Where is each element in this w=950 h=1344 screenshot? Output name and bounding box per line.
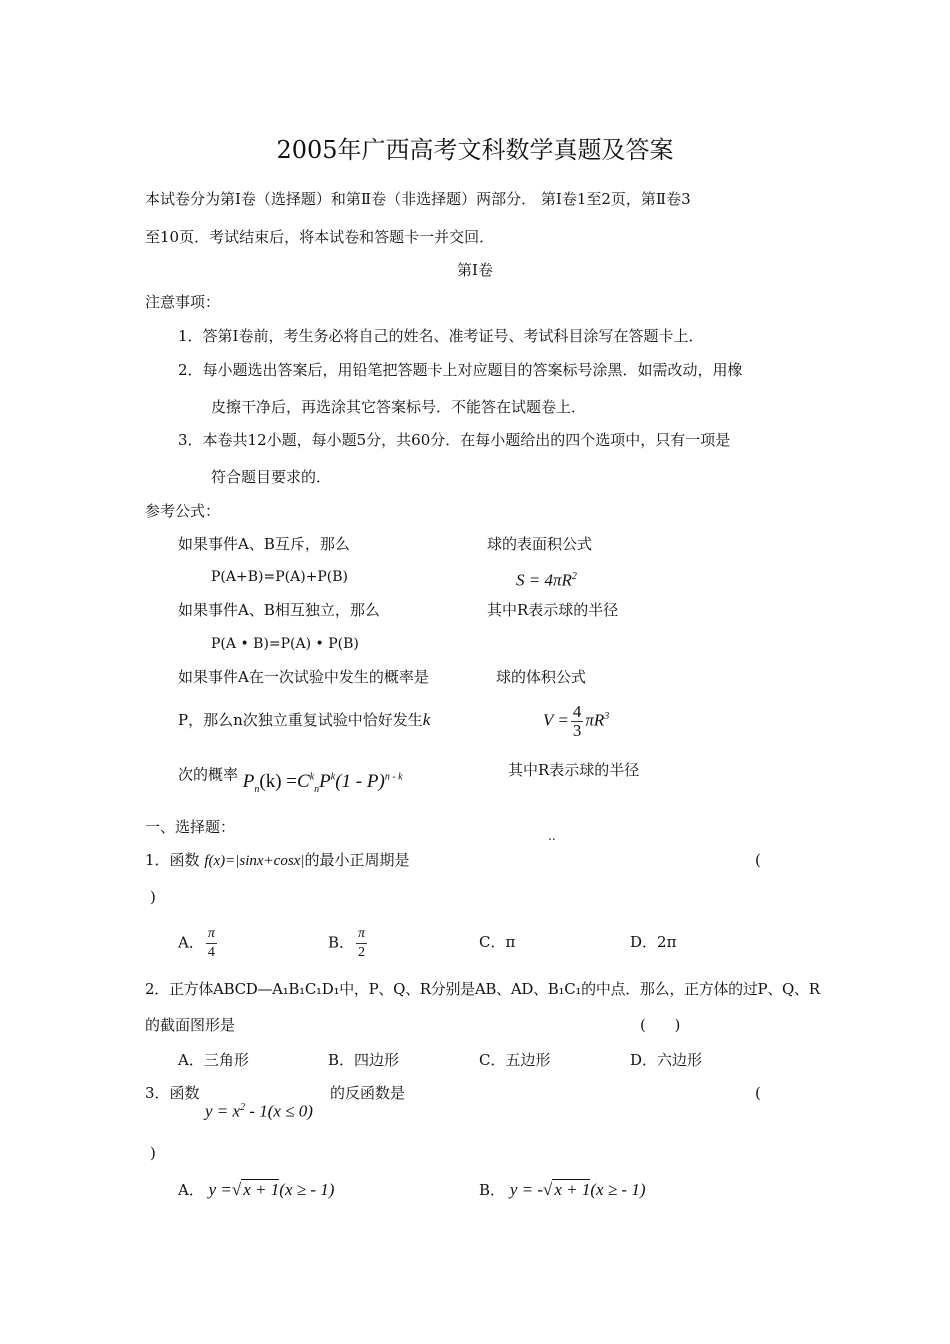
notes-heading: 注意事项： [145, 293, 221, 311]
intro-line-1: 本试卷分为第Ⅰ卷（选择题）和第Ⅱ卷（非选择题）两部分． 第Ⅰ卷1至2页，第Ⅱ卷3 [145, 190, 691, 208]
note-item-cont: 符合题目要求的． [211, 468, 332, 486]
math-part: S = 4πR [516, 570, 572, 590]
formula-text: P(A+B)=P(A)+P(B) [211, 569, 349, 585]
question-3-math [205, 1098, 313, 1122]
sphere-volume-formula [543, 703, 609, 740]
math-part: y = [208, 1180, 232, 1199]
note-item: 1．答第Ⅰ卷前，考生务必将自己的姓名、准考证号、考试科目涂写在答题卡上． [178, 327, 704, 345]
math-part: P [242, 771, 255, 793]
numerator: 4 [572, 702, 582, 721]
stray-dots: .. [548, 829, 556, 843]
option-d [630, 1050, 702, 1070]
question-3-stem-post: 的反函数是 [330, 1084, 406, 1102]
math-part: πR [585, 710, 605, 730]
question-1-stem [145, 850, 409, 871]
formulas-heading: 参考公式： [145, 502, 221, 520]
option-label: B． [479, 1181, 506, 1199]
option-label: C． [479, 1051, 506, 1069]
option-b [328, 1050, 399, 1070]
option-label: A． [178, 933, 204, 952]
note-item: 3．本卷共12小题，每小题5分，共60分．在每小题给出的四个选项中，只有一项是 [178, 431, 731, 449]
denominator: 4 [207, 945, 215, 960]
question-3-stem-pre: 3．函数 [145, 1084, 200, 1102]
math-k: k [422, 710, 431, 729]
option-label: D． [630, 1051, 658, 1069]
stem-text: 的最小正周期是 [304, 851, 410, 869]
answer-paren-open: ( [755, 1084, 761, 1102]
option-math: y = -√ x + 1(x ≥ - 1) [509, 1180, 646, 1199]
option-text: π [505, 933, 516, 951]
answer-paren-close: ) [150, 1144, 156, 1162]
formula-text [178, 710, 430, 730]
section-heading: 第Ⅰ卷 [457, 261, 493, 279]
question-2-stem-cont: 的截面图形是 [145, 1016, 236, 1034]
binomial-math [242, 771, 403, 796]
option-label: B． [328, 1051, 355, 1069]
option-text: 2π [657, 933, 677, 951]
formula-text-part: P，那么n次独立重复试验中恰好发生 [178, 711, 423, 729]
intro-line-2: 至10页．考试结束后，将本试卷和答题卡一并交回． [145, 228, 495, 246]
math-sup: k [330, 772, 336, 783]
math-part: - 1(x ≤ 0) [245, 1101, 313, 1121]
fraction [571, 703, 584, 740]
option-a [178, 925, 219, 962]
math-sup: 2 [240, 1102, 246, 1113]
math-part: (x ≥ - 1) [279, 1180, 335, 1199]
math-part: V = [543, 710, 569, 730]
option-label: A． [178, 1181, 204, 1199]
stem-math: f(x)=|sinx+cosx| [204, 853, 305, 869]
option-label: C． [479, 933, 506, 951]
math-sup: k [309, 772, 315, 783]
formula-text: 其中R表示球的半径 [508, 761, 640, 779]
math-sub: n [314, 784, 320, 796]
answer-paren-open: ( [755, 851, 761, 869]
math-part: y = - [509, 1180, 543, 1199]
math-part: C [297, 771, 310, 793]
option-text: 三角形 [203, 1051, 249, 1069]
option-label: D． [630, 933, 658, 951]
sqrt-radicand: x + 1 [243, 1180, 280, 1199]
option-text: 四边形 [354, 1051, 400, 1069]
option-a [178, 1180, 334, 1200]
option-d [630, 932, 676, 952]
page-title: 2005年广西高考文科数学真题及答案 [276, 136, 674, 164]
formula-text: 球的体积公式 [496, 668, 587, 686]
option-label: B． [328, 933, 355, 952]
denominator: 2 [358, 945, 366, 960]
note-item-cont: 皮擦干净后，再选涂其它答案标号．不能答在试题卷上． [211, 398, 587, 416]
math-part: y = x [205, 1101, 241, 1121]
formula-text: 如果事件A、B相互独立，那么 [178, 601, 380, 619]
math-part: P [319, 771, 331, 793]
fraction [206, 925, 217, 962]
math-part: (1 - P) [335, 771, 385, 793]
option-text: 六边形 [657, 1051, 703, 1069]
option-math: y =√ x + 1(x ≥ - 1) [208, 1180, 335, 1199]
formula-text: 如果事件A在一次试验中发生的概率是 [178, 668, 429, 686]
formula-text-part: 次的概率 [178, 765, 239, 784]
sphere-surface-formula [516, 567, 577, 591]
math-sup: 2 [571, 571, 577, 582]
math-part: (x ≥ - 1) [590, 1180, 646, 1199]
math-sup: 3 [604, 710, 610, 722]
fraction [356, 925, 367, 962]
option-label: A． [178, 1051, 204, 1069]
formula-text: P(A • B)=P(A) • P(B) [211, 636, 359, 652]
binomial-formula [178, 760, 403, 796]
option-b [479, 1180, 645, 1200]
choice-heading: 一、选择题： [145, 818, 236, 836]
math-sub: n [254, 784, 260, 796]
option-c [479, 932, 515, 952]
sqrt-radicand: x + 1 [554, 1180, 591, 1199]
formula-text: 如果事件A、B互斥，那么 [178, 535, 350, 553]
numerator: π [206, 925, 217, 944]
option-text: 五边形 [505, 1051, 551, 1069]
numerator: π [356, 925, 367, 944]
option-a [178, 1050, 249, 1070]
answer-paren: ( ) [640, 1016, 681, 1034]
option-c [479, 1050, 551, 1070]
denominator: 3 [572, 721, 582, 740]
math-part: (k) = [259, 771, 298, 793]
formula-text: 其中R表示球的半径 [487, 601, 619, 619]
answer-paren-close: ) [150, 888, 156, 906]
option-b [328, 925, 369, 962]
question-2-stem: 2．正方体ABCD—A₁B₁C₁D₁中，P、Q、R分别是AB、AD、B₁C₁的中点．那么，正方体的过P、Q、R [145, 980, 820, 998]
formula-text: 球的表面积公式 [487, 535, 593, 553]
note-item: 2．每小题选出答案后，用铅笔把答题卡上对应题目的答案标号涂黑．如需改动，用橡 [178, 361, 743, 379]
math-sup: n - k [384, 772, 403, 783]
stem-text: 1．函数 [145, 851, 200, 869]
